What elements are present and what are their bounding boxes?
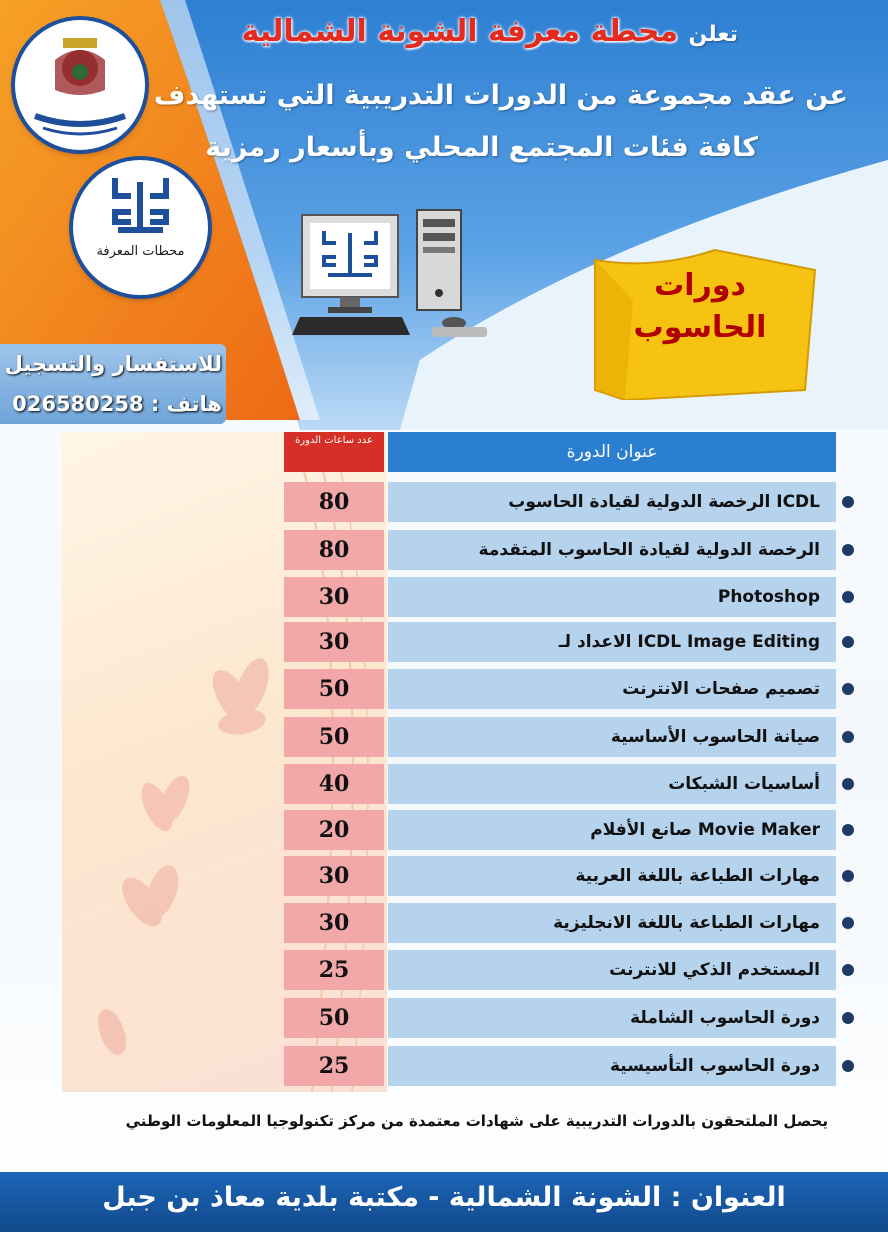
course-hours: 30 [284,622,384,662]
course-title: مهارات الطباعة باللغة الانجليزية [388,903,836,943]
bullet-icon [842,1060,854,1072]
course-hours: 50 [284,669,384,709]
course-hours: 30 [284,577,384,617]
station-name: محطة معرفة الشونة الشمالية [241,14,679,49]
course-title: دورة الحاسوب التأسيسية [388,1046,836,1086]
certification-note: يحصل الملتحقون بالدورات التدريبية على شهادات معتمدة من مركز تكنولوجيا المعلومات الوطني [125,1112,828,1130]
course-title-column-header: عنوان الدورة [388,432,836,472]
crown-emblem-icon [15,20,145,150]
course-hours: 80 [284,530,384,570]
contact-title: للاستفسار والتسجيل [4,352,222,376]
bullet-icon [842,917,854,929]
table-row [0,764,888,804]
bullet-icon [842,824,854,836]
bullet-icon [842,544,854,556]
course-hours: 30 [284,903,384,943]
contact-phone: هاتف : 026580258 [12,392,222,416]
course-hours: 25 [284,1046,384,1086]
ncit-logo [15,20,145,150]
knowledge-stations-logo [73,160,208,295]
course-title: Photoshop [388,577,836,617]
intro-line-1: عن عقد مجموعة من الدورات التدريبية التي تستهدف [153,80,848,111]
bullet-icon [842,870,854,882]
knowledge-pattern-icon [73,160,208,295]
intro-line-2: كافة فئات المجتمع المحلي وبأسعار رمزية [205,132,758,163]
bullet-icon [842,496,854,508]
table-row [0,810,888,850]
course-hours: 20 [284,810,384,850]
table-row [0,950,888,990]
course-title: المستخدم الذكي للانترنت [388,950,836,990]
sign-line-2: الحاسوب [633,310,767,345]
course-hours: 50 [284,998,384,1038]
course-hours: 25 [284,950,384,990]
table-row [0,717,888,757]
bullet-icon [842,591,854,603]
course-title: مهارات الطباعة باللغة العربية [388,856,836,896]
table-row [0,577,888,617]
bullet-icon [842,731,854,743]
table-row [0,1046,888,1086]
bullet-icon [842,1012,854,1024]
course-hours: 50 [284,717,384,757]
bottom-strip [0,1232,888,1256]
course-hours: 40 [284,764,384,804]
computer-icon [292,205,492,345]
course-title: صانع الأفلام Movie Maker [388,810,836,850]
address-text: العنوان : الشونة الشمالية - مكتبة بلدية معاذ بن جبل [102,1182,786,1213]
course-title: صيانة الحاسوب الأساسية [388,717,836,757]
bullet-icon [842,683,854,695]
course-hours: 30 [284,856,384,896]
table-row [0,903,888,943]
hours-column-header: عدد ساعات الدورة [284,432,384,472]
course-title: الرخصة الدولية لقيادة الحاسوب المتقدمة [388,530,836,570]
course-title: دورة الحاسوب الشاملة [388,998,836,1038]
table-row [0,482,888,522]
course-title: تصميم صفحات الانترنت [388,669,836,709]
table-row [0,622,888,662]
course-title: أساسيات الشبكات [388,764,836,804]
bullet-icon [842,964,854,976]
course-hours: 80 [284,482,384,522]
table-row [0,530,888,570]
announce-verb: تعلن [688,22,738,47]
course-title: الرخصة الدولية لقيادة الحاسوب ICDL [388,482,836,522]
table-row [0,856,888,896]
bullet-icon [842,636,854,648]
knowledge-stations-label: محطات المعرفة [96,244,185,259]
sign-line-1: دورات [654,268,746,303]
table-row [0,998,888,1038]
bullet-icon [842,778,854,790]
table-row [0,669,888,709]
course-title: الاعداد لـ ICDL Image Editing [388,622,836,662]
announcement-line [242,14,738,49]
